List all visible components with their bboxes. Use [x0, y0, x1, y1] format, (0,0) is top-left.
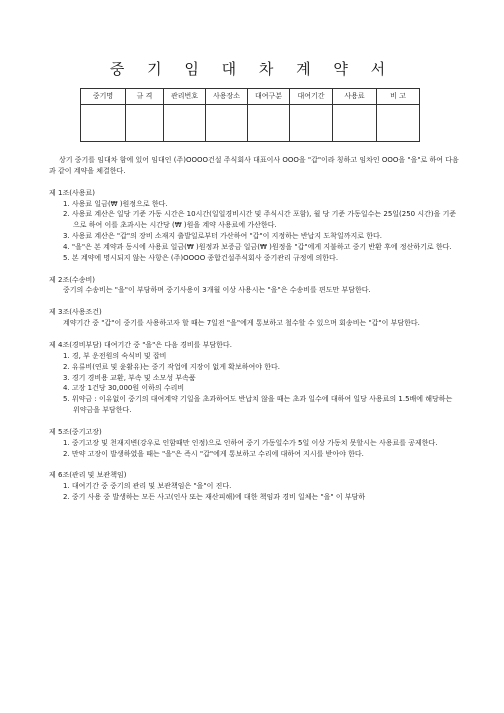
- list-item: 5. 위약금 : 이유없이 중기의 대여계약 기일을 초과하여도 반납치 않을 때는 초과 일수에 대하여 일당 사용료의 1.5배에 해당하는 위약금을 부담한다.: [63, 395, 453, 415]
- article-2: [49, 275, 459, 297]
- article-body: 중기의 수송비는 "을"이 부담하며 중기사용이 3개월 이상 사용시는 "을"은 수송비를 편도만 부담한다.: [63, 286, 371, 295]
- table-cell[interactable]: [81, 105, 126, 142]
- table-row: [81, 105, 420, 142]
- list-item: 3. 사용료 계산은 "갑"의 장비 소재지 출발일로부터 가산하여 "갑"이 지정하는 반납지 도착일까지로 한다.: [63, 232, 382, 241]
- table-header-cell: 관리번호: [164, 89, 206, 105]
- article-heading: 제 1조(사용료): [49, 188, 95, 197]
- article-heading: 제 3조(사용조건): [49, 308, 102, 317]
- table-header-cell: 대여기간: [290, 89, 333, 105]
- list-item: 2. 사용료 계산은 일당 기준 가동 시간은 10시간(일일경비시간 및 주식시간 포함), 월 당 기준 가동일수는 25일(250 시간)을 기준으로 하여 이를 초과시는 시간당 (₩ )원을 계약 사용료에 가산한다.: [63, 210, 457, 230]
- article-heading: 제 4조(경비부담) 대여기간 중 "을"은 다음 경비를 부담한다.: [49, 340, 232, 349]
- table-header-cell: 규 격: [126, 89, 164, 105]
- article-1: [49, 188, 459, 264]
- list-item: 2. 중기 사용 중 발생하는 모든 사고(인사 또는 재산피해)에 대한 책임과 경비 일체는 "을" 이 부담하: [63, 493, 366, 502]
- table-header-row: [81, 89, 420, 105]
- document-title: 중 기 임 대 차 계 약 서: [109, 60, 395, 78]
- list-item: 3. 경기 경비용 교환, 부속 및 소모성 부속품: [63, 373, 196, 382]
- list-item: 5. 본 계약에 명시되지 않는 사항은 (주)OOOO 종합건설주식회사 중기관리 규정에 의한다.: [63, 253, 339, 262]
- intro-paragraph: 상기 중기를 임대차 함에 있어 임대인 (주)OOOO건설 주식회사 대표이사 OOO을 "갑"이라 칭하고 임차인 OOO을 "을"로 하여 다음과 같이 계약을 체결한다.: [49, 156, 459, 175]
- article-6: [49, 470, 459, 503]
- list-item: 1. 경, 부 운전원의 숙식비 및 잡비: [63, 351, 167, 360]
- table-cell[interactable]: [126, 105, 164, 142]
- list-item: 2. 유류비(연료 및 윤활유)는 중기 작업에 지장이 없게 확보하여야 한다.: [63, 362, 280, 371]
- table-header-cell: 중기명: [81, 89, 126, 105]
- list-item: 4. 고장 1건당 30,000원 이하의 수리비: [63, 384, 185, 393]
- article-heading: 제 2조(수송비): [49, 275, 95, 284]
- list-item: 1. 대여기간 중 중기의 관리 및 보관책임은 "을"이 진다.: [63, 482, 232, 491]
- table-header-cell: 사용료: [333, 89, 377, 105]
- list-item: 1. 사용료 일금(₩ )원정으로 한다.: [63, 199, 168, 208]
- table-header-cell: 사용장소: [206, 89, 248, 105]
- article-heading: 제 6조(관리 및 보관책임): [49, 471, 127, 480]
- article-5: [49, 427, 459, 460]
- table-cell[interactable]: [290, 105, 333, 142]
- table-cell[interactable]: [377, 105, 420, 142]
- list-item: 4. "을"은 본 계약과 동시에 사용료 일금(₩ )원정과 보증금 일금(₩ )원정을 "갑"에게 지불하고 중기 반환 후에 정산하기로 한다.: [63, 242, 452, 251]
- table-cell[interactable]: [333, 105, 377, 142]
- table-header-cell: 비 고: [377, 89, 420, 105]
- article-heading: 제 5조(중기고장): [49, 427, 102, 436]
- list-item: 1. 중기고장 및 천재지변(강우로 인함때만 인정)으로 인하여 중기 가동일수가 5일 이상 가동치 못할시는 사용료를 공제한다.: [63, 438, 438, 447]
- article-4: [49, 340, 459, 416]
- list-item: 2. 만약 고장이 발생하였을 때는 "을"은 즉시 "갑"에게 통보하고 수리에 대하여 지시를 받아야 한다.: [63, 449, 364, 458]
- article-3: [49, 307, 459, 329]
- table-header-cell: 대여구분: [248, 89, 290, 105]
- table-cell[interactable]: [248, 105, 290, 142]
- article-body: 계약기간 중 "갑"이 중기를 사용하고자 할 때는 7일전 "을"에게 통보하고 철수할 수 있으며 회송비는 "갑"이 부담한다.: [63, 319, 420, 328]
- contract-body: [49, 155, 459, 503]
- table-cell[interactable]: [164, 105, 206, 142]
- equipment-table: [80, 88, 420, 142]
- table-cell[interactable]: [206, 105, 248, 142]
